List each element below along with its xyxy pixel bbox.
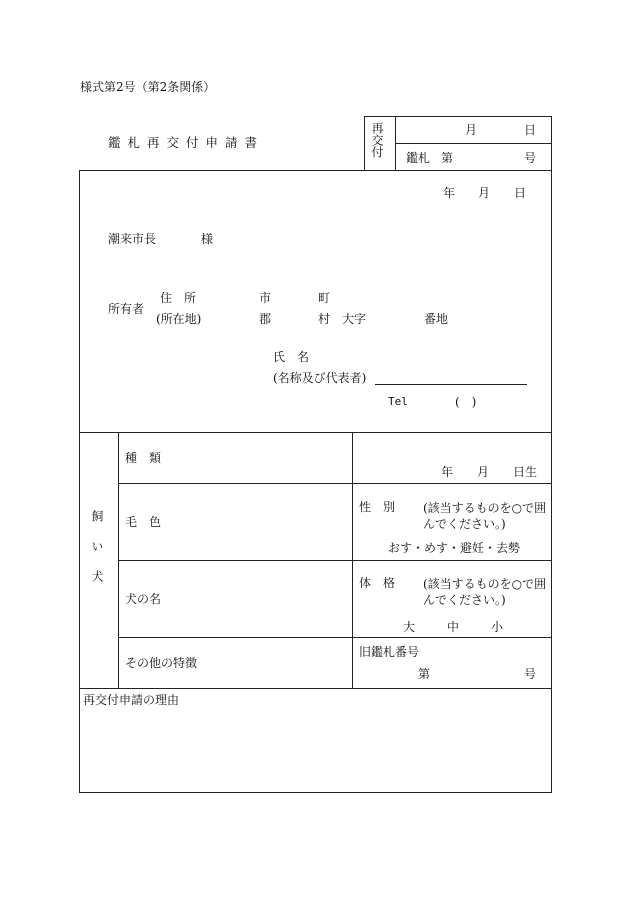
address-gun: 郡 bbox=[259, 312, 272, 326]
tag-go: 号 bbox=[524, 151, 537, 165]
tel-label: Tel bbox=[388, 395, 408, 408]
old-tag-dai: 第 bbox=[418, 667, 431, 681]
dog-size-label: 体 格 bbox=[359, 576, 396, 590]
dog-size-medium: 中 bbox=[447, 620, 460, 634]
address-label: 住 所 bbox=[160, 291, 197, 305]
old-tag-go: 号 bbox=[524, 667, 537, 681]
dog-sex-label: 性 別 bbox=[359, 500, 396, 514]
form-number: 様式第2号（第2条関係） bbox=[80, 80, 216, 94]
reissue-day: 日 bbox=[524, 123, 537, 137]
old-tag-label: 旧鑑札番号 bbox=[359, 645, 420, 659]
name-sub-label: (名称及び代表者) bbox=[273, 371, 367, 385]
tag-label: 鑑札 bbox=[406, 151, 431, 165]
dog-size-instruction: (該当するものを○で囲んでください。) bbox=[423, 577, 547, 607]
tag-dai: 第 bbox=[441, 151, 454, 165]
reason-label: 再交付申請の理由 bbox=[83, 693, 180, 707]
dog-section-label: 飼い犬 bbox=[90, 510, 104, 600]
addressee-sama: 様 bbox=[201, 232, 214, 246]
applicant-section bbox=[79, 170, 552, 433]
dog-kind-label: 種 類 bbox=[125, 451, 162, 465]
address-machi: 町 bbox=[318, 291, 331, 305]
dog-coat-label: 毛 色 bbox=[125, 515, 162, 529]
dog-sex-options: おす・めす・避妊・去勢 bbox=[388, 541, 521, 555]
tel-parens: ( ) bbox=[455, 395, 477, 409]
dog-birth-label: 年 月 日生 bbox=[441, 465, 538, 479]
date-day: 日 bbox=[514, 186, 527, 200]
name-label: 氏 名 bbox=[273, 350, 310, 364]
dog-features-label: その他の特徴 bbox=[125, 656, 198, 670]
owner-label: 所有者 bbox=[108, 302, 145, 316]
address-banchi: 番地 bbox=[424, 312, 449, 326]
address-mura-oaza: 村 大字 bbox=[318, 312, 367, 326]
address-shi: 市 bbox=[259, 291, 272, 305]
form-title: 鑑札再交付申請書 bbox=[108, 135, 265, 150]
date-month: 月 bbox=[478, 186, 491, 200]
addressee: 潮来市長 bbox=[108, 232, 157, 246]
dog-name-label: 犬の名 bbox=[125, 592, 162, 606]
date-year: 年 bbox=[443, 186, 456, 200]
dog-size-small: 小 bbox=[491, 620, 504, 634]
reissue-month: 月 bbox=[465, 123, 478, 137]
dog-sex-instruction: (該当するものを○で囲んでください。) bbox=[423, 501, 547, 531]
address-sub-label: (所在地) bbox=[156, 312, 202, 326]
name-signature-line bbox=[375, 384, 527, 385]
reissue-label: 再交付 bbox=[370, 122, 384, 158]
dog-size-large: 大 bbox=[403, 620, 416, 634]
